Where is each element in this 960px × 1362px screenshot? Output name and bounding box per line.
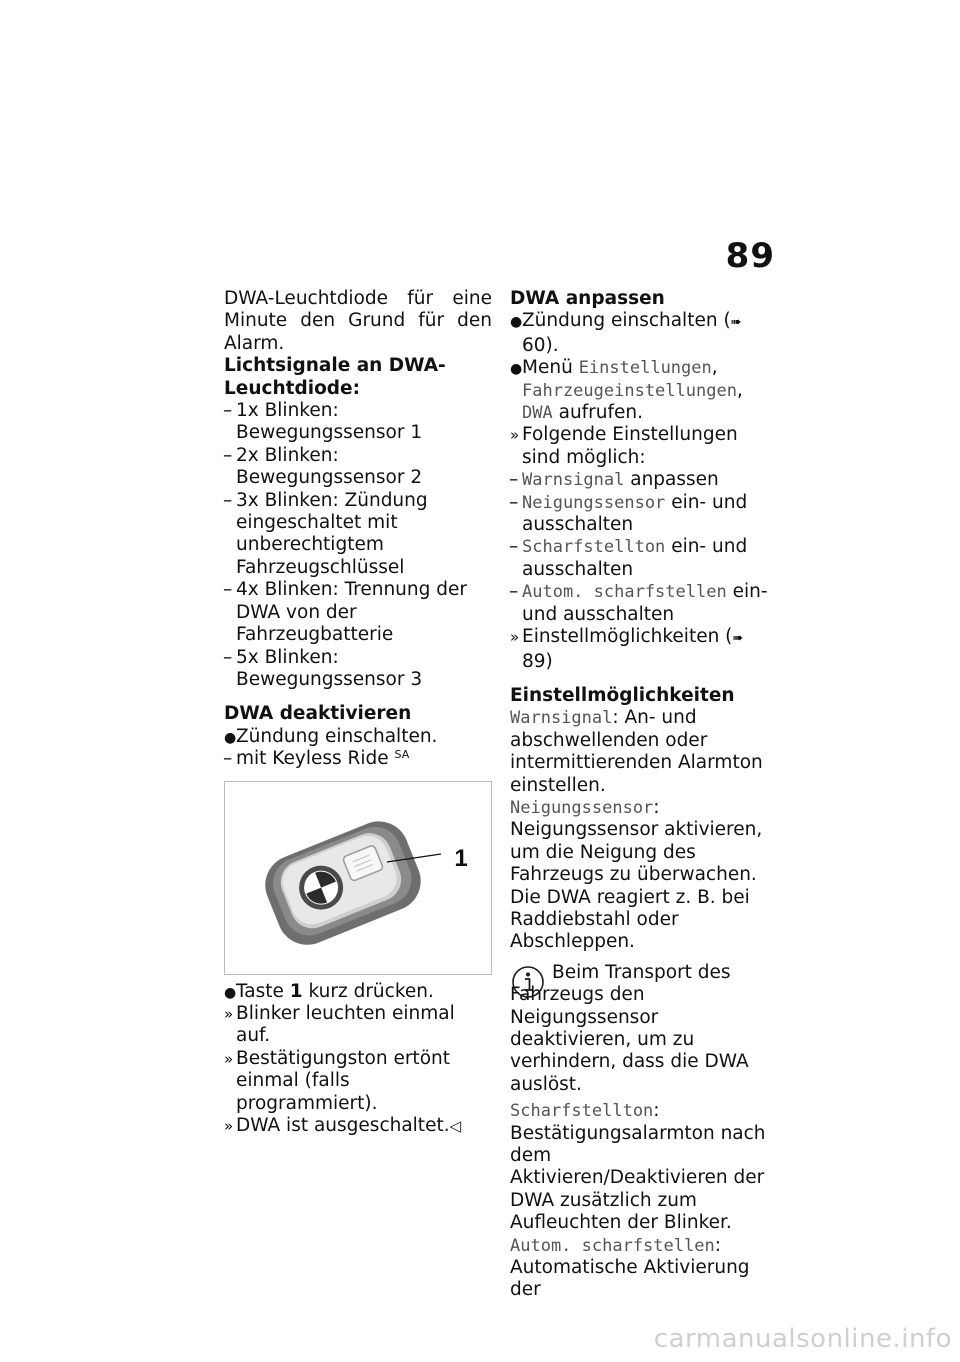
info-note (510, 962, 772, 1096)
list-item-text: ) (545, 650, 553, 672)
left-column (224, 288, 492, 1137)
special-equipment-badge: SA (394, 748, 410, 762)
list-item (224, 981, 492, 1003)
step-text: kurz drücken. (308, 980, 434, 1002)
dash-marker: – (509, 536, 519, 558)
result-marker: » (510, 628, 520, 647)
step-text: Taste (236, 980, 284, 1002)
list-item (510, 581, 772, 626)
step-text: aufrufen. (558, 402, 644, 424)
list-item (224, 490, 492, 580)
result-marker: » (224, 1004, 234, 1023)
bullet-marker: ● (224, 984, 237, 1001)
lights-heading: Lichtsignale an DWA-Leuchtdiode: (224, 355, 446, 399)
list-item (224, 1048, 492, 1115)
list-item-text: 3x Blinken: Zündung eingeschaltet mit unberechtigtem Fahrzeugschlüssel (236, 489, 428, 578)
list-item-text: 1x Blinken: Bewegungssensor 1 (236, 400, 423, 444)
list-item-text: Zündung einschalten. (236, 725, 438, 747)
setting-code: Autom. scharfstellen (510, 1235, 715, 1256)
option-description (510, 707, 772, 797)
option-description (510, 1100, 772, 1234)
setting-code: Neigungssensor (522, 492, 666, 513)
list-item-text: ein- und ausschalten (522, 536, 748, 580)
list-item-text: Bestätigungston ertönt einmal (falls programmiert). (236, 1047, 450, 1114)
dash-marker: – (223, 748, 233, 770)
step-text: Zündung einschalten ( (522, 310, 731, 332)
adjust-heading: DWA anpassen (510, 288, 665, 309)
list-item (224, 1115, 492, 1137)
menu-path-item: Einstellungen (578, 358, 712, 379)
deactivate-list (224, 726, 492, 771)
dash-marker: – (223, 444, 233, 466)
list-item-text: ein- und ausschalten (522, 491, 748, 536)
list-item (224, 1003, 492, 1048)
dash-marker: – (509, 491, 519, 513)
page-reference-link[interactable]: 60 (522, 334, 546, 356)
result-marker: » (224, 1116, 234, 1135)
step-text: Menü (522, 357, 573, 379)
deactivate-heading: DWA deaktivieren (224, 703, 412, 725)
list-item: ● Menü Einstellungen, Fahrzeugeinstellungen, DWA aufrufen. (510, 357, 743, 424)
key-fob-figure (224, 781, 492, 975)
list-item-text: Folgende Einstellungen sind möglich: (522, 424, 738, 468)
dash-marker: – (509, 581, 519, 603)
description-text: : An- und abschwellenden oder intermittierenden Alarmton einstellen. (510, 707, 763, 796)
list-item (510, 424, 772, 469)
bullet-marker: ● (510, 361, 523, 378)
list-item-text: 4x Blinken: Trennung der DWA von der Fahrzeugbatterie (236, 579, 467, 646)
setting-code: Scharfstellton (510, 1101, 654, 1122)
deactivate-steps (224, 981, 492, 1138)
dash-marker: – (223, 579, 233, 601)
list-item-text: DWA ist ausgeschaltet. (236, 1114, 450, 1136)
list-item (224, 579, 492, 646)
bullet-marker: ● (224, 729, 237, 746)
figure-callout-number: 1 (454, 844, 468, 872)
list-item-text: 5x Blinken: Bewegungssensor 3 (236, 646, 423, 690)
description-text: : Neigungssensor aktivieren, um die Neigung des Fahrzeugs zu überwachen. Die DWA reagiert z. B. bei Raddiebstahl oder Abschleppen. (510, 796, 763, 953)
list-item-text: 2x Blinken: Bewegungssensor 2 (236, 444, 423, 489)
list-item (224, 400, 492, 445)
page-number: 89 (725, 236, 775, 276)
watermark: carmanualsonline.info (653, 1324, 952, 1354)
dash-marker: – (223, 489, 233, 511)
options-heading: Einstellmöglichkeiten (510, 684, 735, 706)
setting-code: Warnsignal (510, 708, 613, 729)
description-text: : Bestätigungsalarmton nach dem Aktivieren/Deaktivieren der DWA zusätzlich zum Aufleuchten der Blinker. (510, 1100, 766, 1234)
lights-list (224, 400, 492, 691)
bullet-marker: ● (510, 314, 523, 331)
description-text: Automatische Aktivierung der (510, 1257, 750, 1301)
description-text: : (714, 1234, 721, 1256)
dash-marker: – (223, 646, 233, 668)
result-marker: » (510, 426, 520, 445)
dash-marker: – (223, 400, 233, 422)
setting-code: Warnsignal (522, 470, 625, 491)
menu-path-item: DWA (522, 403, 553, 424)
right-column (510, 288, 772, 1302)
list-item-text: Blinker leuchten einmal auf. (236, 1002, 455, 1047)
list-item (510, 536, 772, 581)
info-icon (510, 964, 546, 1000)
setting-code: Neigungssensor (510, 797, 654, 818)
key-fob-illustration (225, 782, 491, 974)
option-description (510, 1235, 772, 1257)
setting-code: Scharfstellton (522, 537, 666, 558)
list-item-text: Einstellmöglichkeiten ( (522, 626, 733, 648)
list-item (510, 626, 772, 673)
page-reference-link[interactable]: 89 (522, 650, 546, 672)
step-button-number: 1 (289, 980, 303, 1002)
list-item-text: anpassen (630, 469, 719, 491)
list-item (510, 310, 772, 357)
list-item (224, 748, 492, 770)
dash-marker: – (509, 469, 519, 491)
list-item (510, 492, 772, 537)
triangle-left-icon: ◁ (449, 1116, 462, 1135)
adjust-steps (510, 310, 772, 673)
option-description (510, 797, 772, 954)
list-item (224, 647, 492, 692)
note-text: Beim Transport des Fahrzeugs den Neigungssensor deaktivieren, um zu verhindern, dass die DWA auslöst. (510, 961, 749, 1095)
list-item (510, 469, 772, 491)
list-item-text: mit Keyless Ride (236, 748, 389, 770)
step-text: ). (545, 334, 559, 356)
arrow-right-icon: ➠ (732, 631, 744, 647)
list-item-text: ein- und ausschalten (522, 581, 768, 625)
arrow-right-icon: ➠ (730, 315, 742, 331)
setting-code: Autom. scharfstellen (522, 582, 727, 603)
list-item (224, 726, 492, 748)
result-marker: » (224, 1049, 234, 1068)
intro-text: DWA-Leuchtdiode für eine Minute den Grund für den Alarm. (224, 288, 492, 354)
list-item (224, 445, 492, 490)
menu-path-item: Fahrzeugeinstellungen (522, 380, 737, 401)
